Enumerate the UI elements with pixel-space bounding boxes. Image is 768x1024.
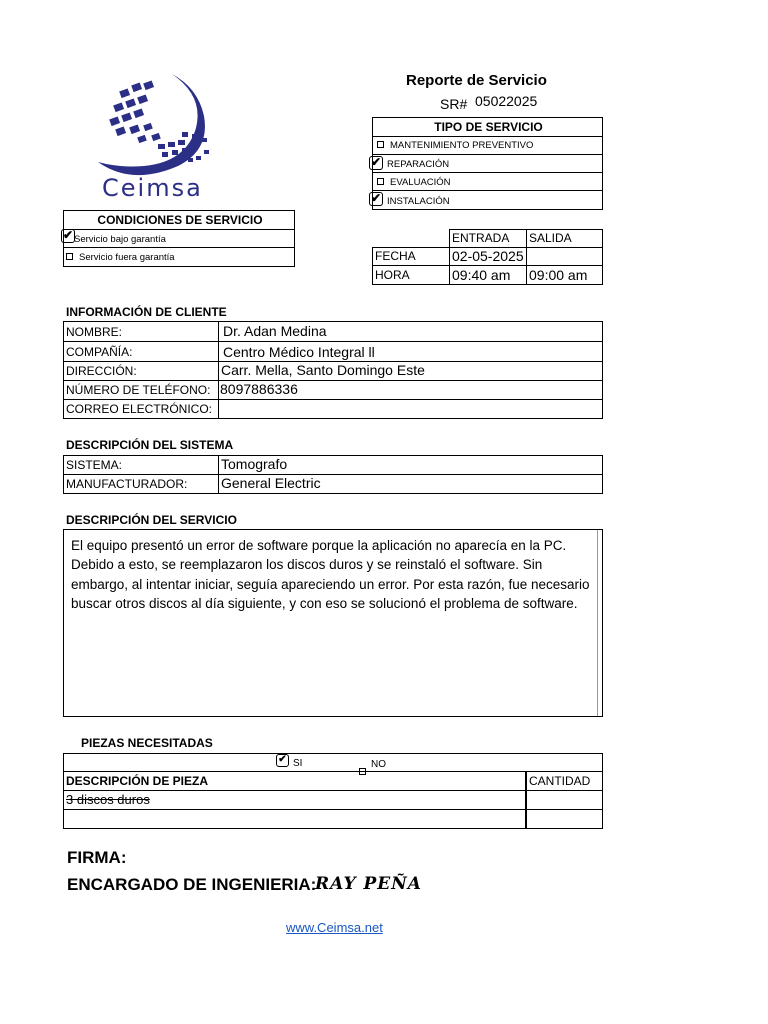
- footer: [286, 919, 383, 937]
- condiciones-title: CONDICIONES DE SERVICIO: [63, 210, 295, 230]
- servicio-scrollbar-line: [597, 530, 598, 716]
- pieza-row-2-cantidad[interactable]: [526, 809, 603, 829]
- pieza-row-2-descripcion[interactable]: [63, 809, 527, 829]
- manufacturador-label: MANUFACTURADOR:: [63, 474, 219, 494]
- pieza-row-1-descripcion[interactable]: 3 discos duros: [63, 790, 527, 810]
- checkbox-checked-icon[interactable]: ✔: [370, 155, 382, 169]
- sistema-label: SISTEMA:: [63, 455, 219, 475]
- sistema-value[interactable]: Tomografo: [218, 455, 603, 475]
- sr-number: 05022025: [475, 93, 538, 109]
- hora-label: HORA: [372, 265, 450, 285]
- checkbox-checked-icon[interactable]: ✔: [370, 191, 382, 205]
- correo-value[interactable]: [218, 399, 603, 419]
- checkbox-checked-icon[interactable]: ✔: [62, 228, 74, 242]
- hora-entrada[interactable]: 09:40 am: [449, 265, 527, 285]
- correo-label: CORREO ELECTRÓNICO:: [63, 399, 219, 419]
- checkbox-icon[interactable]: [66, 253, 73, 260]
- compania-label: COMPAÑÍA:: [63, 341, 219, 362]
- cliente-section-title: INFORMACIÓN DE CLIENTE: [66, 305, 227, 319]
- direccion-label: DIRECCIÓN:: [63, 361, 219, 381]
- condicion-option-fuera-garantia[interactable]: Servicio fuera garantía: [63, 247, 295, 267]
- compania-value[interactable]: Centro Médico Integral ll: [218, 341, 603, 362]
- fecha-entrada[interactable]: 02-05-2025: [449, 247, 527, 266]
- tipo-option-mantenimiento[interactable]: MANTENIMIENTO PREVENTIVO: [372, 136, 603, 155]
- direccion-value[interactable]: Carr. Mella, Santo Domingo Este: [218, 361, 603, 381]
- checkbox-icon[interactable]: [377, 141, 384, 148]
- servicio-section-title: DESCRIPCIÓN DEL SERVICIO: [66, 513, 237, 527]
- nombre-value[interactable]: Dr. Adan Medina: [218, 321, 603, 342]
- telefono-value[interactable]: 8097886336: [218, 380, 603, 400]
- piezas-si-no-row: [63, 753, 603, 772]
- si-label: SI: [293, 758, 303, 769]
- si-checkbox-checked-icon[interactable]: ✔: [276, 754, 289, 767]
- col-cantidad-header: CANTIDAD: [526, 771, 603, 791]
- fecha-salida[interactable]: [526, 247, 603, 266]
- report-title: Reporte de Servicio: [406, 72, 547, 89]
- fecha-label: FECHA: [372, 247, 450, 266]
- piezas-section-title: PIEZAS NECESITADAS: [81, 736, 213, 750]
- logo-wordmark: Ceimsa: [102, 174, 203, 202]
- firma-label: FIRMA:: [67, 848, 127, 867]
- nombre-label: NOMBRE:: [63, 321, 219, 342]
- salida-header: SALIDA: [526, 229, 603, 248]
- pieza-row-1-cantidad[interactable]: [526, 790, 603, 810]
- entrada-header: ENTRADA: [449, 229, 527, 248]
- manufacturador-value[interactable]: General Electric: [218, 474, 603, 494]
- sr-label: SR#: [440, 96, 468, 112]
- table-divider: [525, 771, 527, 829]
- tipo-option-instalacion[interactable]: INSTALACIÓN: [372, 190, 603, 210]
- tipo-option-evaluacion[interactable]: EVALUACIÓN: [372, 172, 603, 191]
- servicio-description-box[interactable]: [63, 529, 603, 717]
- tipo-option-reparacion[interactable]: REPARACIÓN: [372, 154, 603, 173]
- tipo-servicio-title: TIPO DE SERVICIO: [372, 117, 603, 137]
- website-link[interactable]: www.Ceimsa.net: [286, 920, 383, 935]
- encargado-signature: RAY PEÑA: [315, 874, 422, 894]
- hora-salida[interactable]: 09:00 am: [526, 265, 603, 285]
- checkbox-icon[interactable]: [377, 178, 384, 185]
- condicion-option-bajo-garantia[interactable]: Servicio bajo garantía: [63, 229, 295, 248]
- col-descripcion-header: DESCRIPCIÓN DE PIEZA: [63, 771, 527, 791]
- no-label: NO: [371, 759, 386, 770]
- servicio-description-text: El equipo presentó un error de software porque la aplicación no aparecía en la PC. Debido a esto, se reemplazaron los discos duros y se reinstaló el software. Sin embargo, al intentar iniciar, seguía apareciendo un error. Por esta razón, fue necesario buscar otros discos al día siguiente, y con eso se solucionó el problema de software.: [71, 538, 590, 611]
- encargado-label: ENCARGADO DE INGENIERIA:: [67, 875, 317, 894]
- telefono-label: NÚMERO DE TELÉFONO:: [63, 380, 219, 400]
- sistema-section-title: DESCRIPCIÓN DEL SISTEMA: [66, 438, 234, 452]
